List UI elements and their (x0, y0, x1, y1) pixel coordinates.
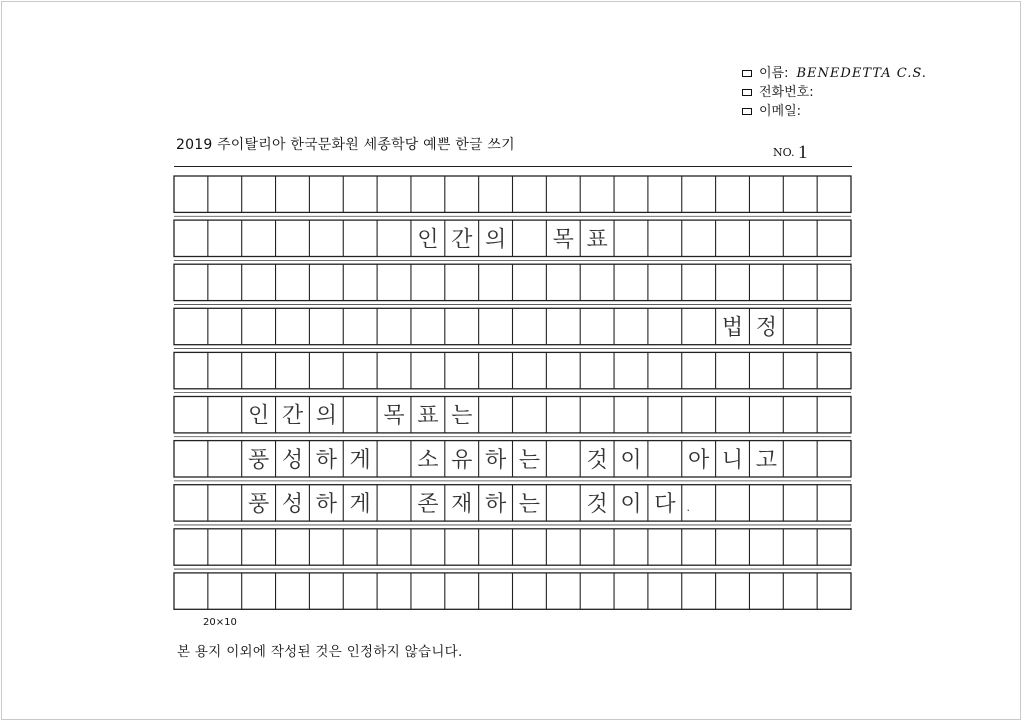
written-character: 정 (755, 315, 778, 341)
written-character: 재 (451, 491, 473, 517)
written-character: 게 (349, 447, 371, 473)
written-character: 고 (755, 447, 778, 473)
grid-row (174, 441, 851, 481)
written-character: 성 (281, 447, 304, 473)
no-label: NO. (773, 146, 795, 159)
written-character: 법 (721, 315, 744, 341)
email-label: 이메일: (759, 104, 802, 119)
written-character: 는 (518, 491, 541, 517)
grid-row (174, 573, 851, 609)
name-label: 이름: (759, 66, 789, 81)
written-character: 인 (417, 227, 439, 253)
written-character: 하 (315, 447, 337, 473)
written-character: 는 (451, 403, 473, 429)
name-value: BENEDETTA C.S. (796, 66, 927, 81)
written-character: 하 (484, 491, 507, 517)
written-character: 유 (451, 447, 473, 473)
grid-row (174, 397, 851, 437)
written-character: 다 (654, 491, 676, 517)
written-character: 간 (281, 403, 304, 429)
written-character: 소 (417, 447, 439, 473)
written-character: 표 (417, 403, 439, 429)
written-character: 성 (281, 491, 304, 517)
written-character: 의 (315, 403, 337, 429)
written-character: 것 (586, 447, 608, 473)
grid-row (174, 176, 851, 216)
grid-row (174, 485, 851, 525)
written-character: 인 (247, 403, 270, 429)
written-character: 이 (620, 491, 642, 517)
written-character: 풍 (247, 447, 270, 473)
grid-row (174, 264, 851, 304)
written-character: 존 (417, 491, 439, 517)
written-character: 목 (383, 403, 405, 429)
sheet-size-label: 20×10 (203, 617, 237, 628)
written-character: 게 (349, 491, 371, 517)
grid-row (174, 529, 851, 569)
written-character: 것 (586, 491, 608, 517)
written-character: 는 (518, 447, 541, 473)
no-value: 1 (798, 142, 808, 163)
written-character: 하 (484, 447, 507, 473)
written-character: 의 (484, 227, 507, 253)
written-character: 표 (586, 227, 608, 253)
written-character: 풍 (247, 491, 270, 517)
written-character: 간 (451, 227, 473, 253)
footer-note: 본 용지 이외에 작성된 것은 인정하지 않습니다. (177, 644, 463, 660)
written-character: . (684, 491, 692, 517)
written-character: 하 (315, 491, 337, 517)
written-character: 아 (688, 447, 710, 473)
phone-label: 전화번호: (759, 85, 814, 100)
grid-row (174, 220, 851, 260)
sheet-title: 2019 주이탈리아 한국문화원 세종학당 예쁜 한글 쓰기 (176, 137, 515, 153)
written-character: 이 (620, 447, 642, 473)
grid-row (174, 308, 851, 348)
written-character: 니 (721, 447, 744, 473)
grid-row (174, 352, 851, 392)
written-character: 목 (552, 227, 574, 253)
